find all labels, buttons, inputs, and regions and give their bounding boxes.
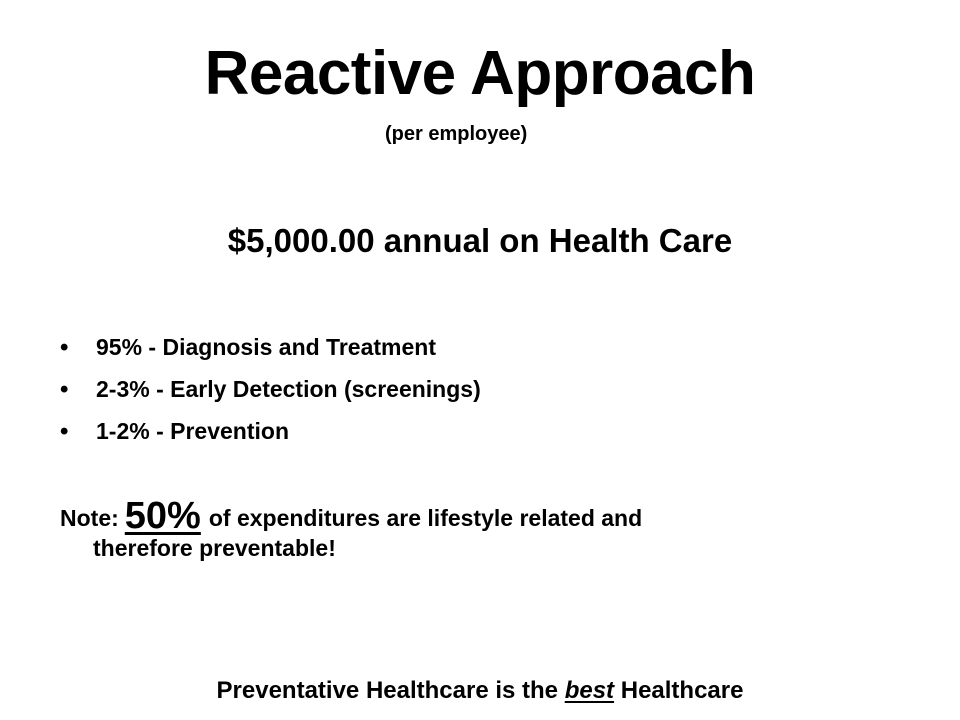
bullet-icon: • bbox=[60, 376, 69, 403]
footer-tagline bbox=[0, 676, 960, 706]
footer-text-before: Preventative Healthcare is the bbox=[216, 677, 565, 704]
bullet-icon: • bbox=[60, 418, 69, 445]
slide-title: Reactive Approach bbox=[204, 39, 756, 108]
bullet-icon: • bbox=[60, 334, 69, 361]
slide-subtitle: (per employee) bbox=[385, 123, 528, 145]
list-item bbox=[60, 370, 481, 412]
annual-cost-headline: $5,000.00 annual on Health Care bbox=[227, 222, 733, 259]
list-item bbox=[60, 412, 481, 454]
footer-emphasis: best bbox=[564, 677, 615, 704]
note-text: of expenditures are lifestyle related and bbox=[208, 505, 643, 531]
list-item-text: 1-2% - Prevention bbox=[96, 418, 289, 444]
list-item-text: 2-3% - Early Detection (screenings) bbox=[96, 376, 481, 402]
note-block bbox=[60, 495, 940, 562]
spending-breakdown-list bbox=[60, 328, 481, 454]
list-item bbox=[60, 328, 481, 370]
note-line-2: therefore preventable! bbox=[93, 535, 336, 561]
note-percent: 50% bbox=[124, 495, 201, 537]
list-item-text: 95% - Diagnosis and Treatment bbox=[96, 334, 436, 360]
footer-text-after: Healthcare bbox=[614, 677, 744, 704]
note-line-1 bbox=[60, 495, 940, 537]
note-label: Note: bbox=[60, 505, 119, 531]
